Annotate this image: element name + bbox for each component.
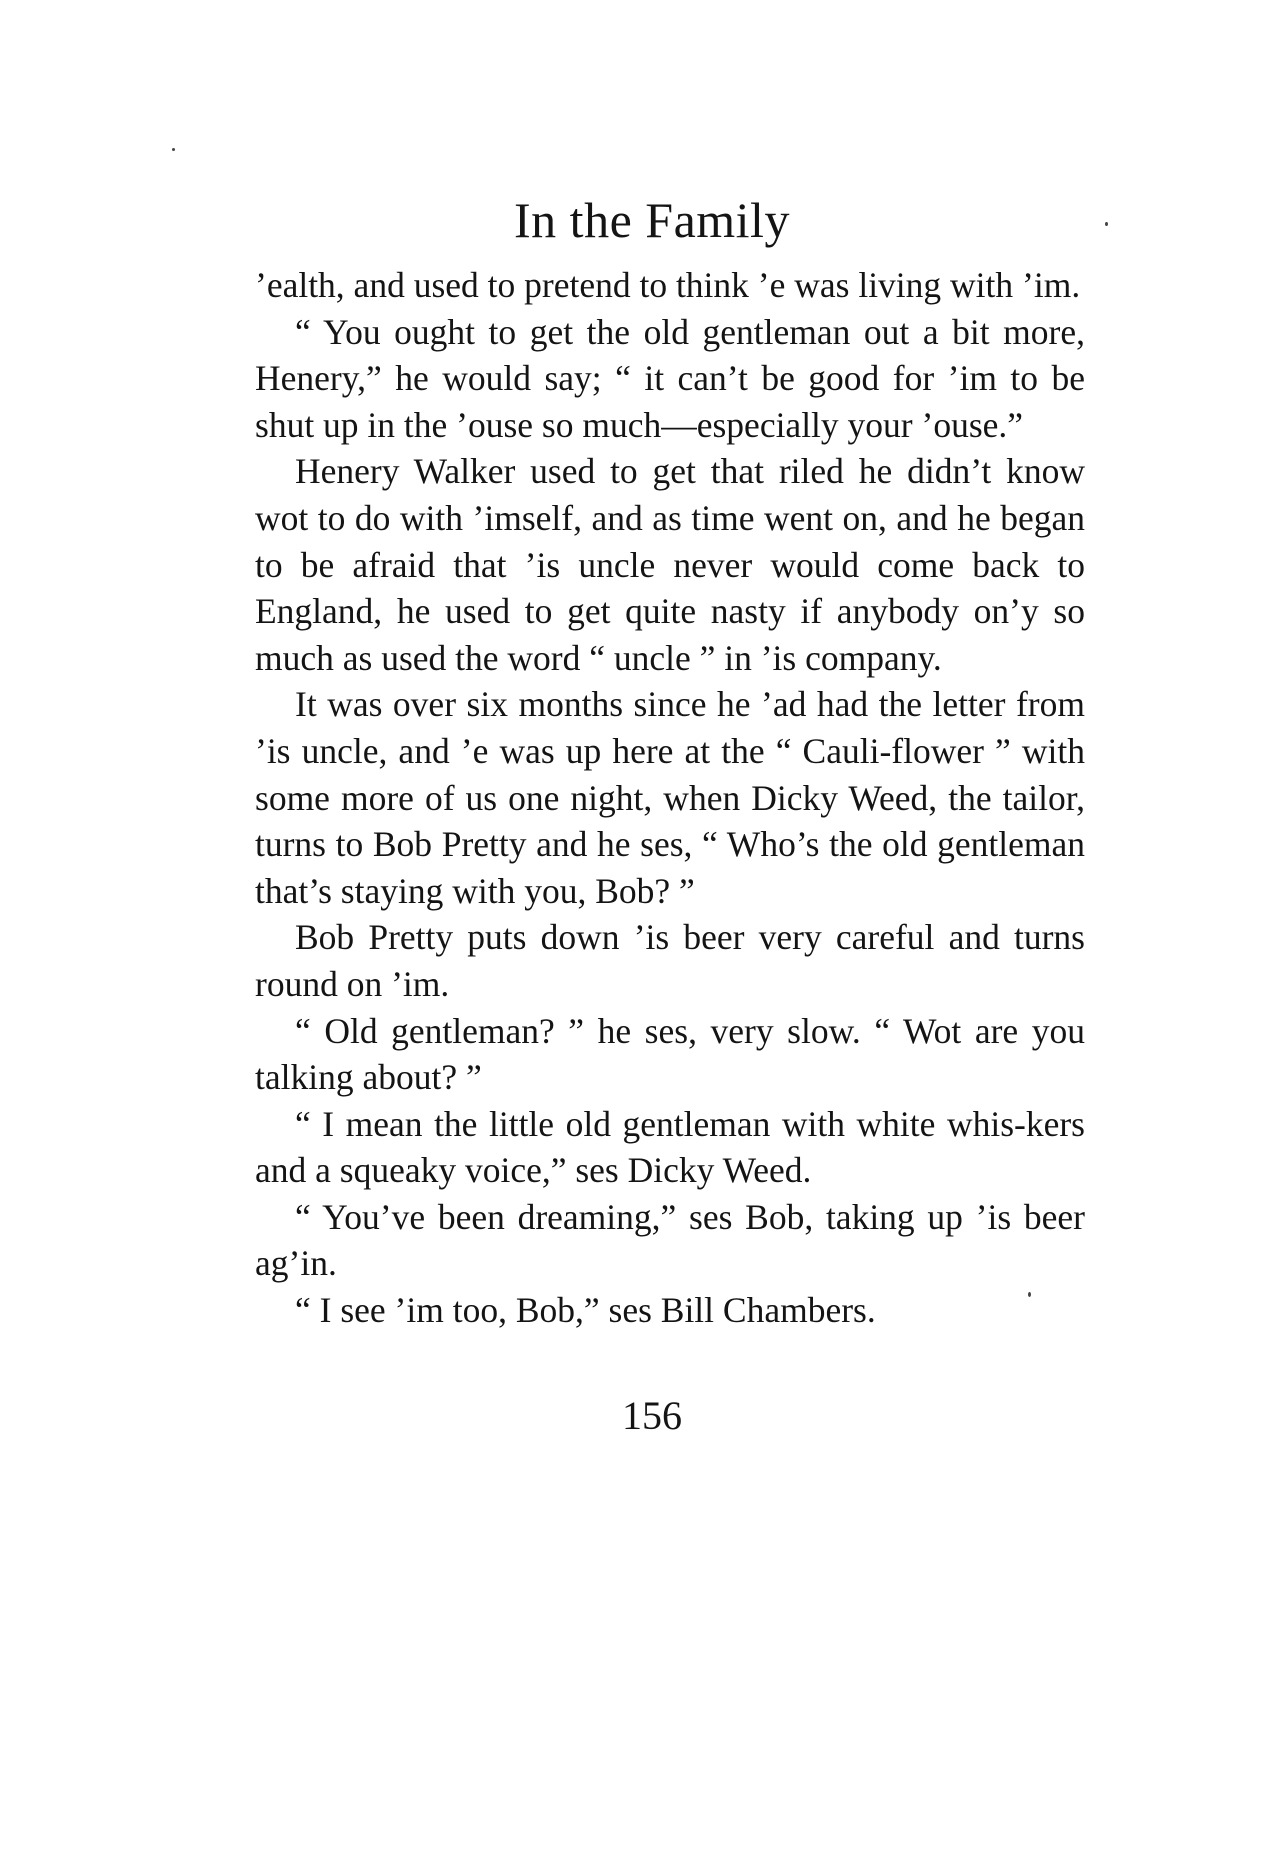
print-speck (1028, 1292, 1031, 1297)
print-speck (172, 148, 175, 151)
page-number: 156 (622, 1393, 682, 1438)
paragraph-6: “ Old gentleman? ” he ses, very slow. “ Wot are you talking about? ” (255, 1010, 1085, 1098)
paragraph-4: It was over six months since he ’ad had the letter from ’is uncle, and ’e was up here at the “ Cauli-flower ” with some more of us one night, when Dicky Weed, the tailor, turns to Bob Pretty and he ses, “ Who’s the old gentleman that’s staying with you, Bob? ” (255, 684, 1085, 911)
print-speck (1105, 222, 1108, 226)
body-text (255, 262, 1085, 1334)
paragraph-2: “ You ought to get the old gentleman out a bit more, Henery,” he would say; “ it can’t be good for ’im to be shut up in the ’ouse so much—especially your ’ouse.” (255, 311, 1085, 445)
paragraph-5: Bob Pretty puts down ’is beer very careful and turns round on ’im. (255, 917, 1085, 1004)
paragraph-3: Henery Walker used to get that riled he didn’t know wot to do with ’imself, and as time went on, and he began to be afraid that ’is uncle never would come back to England, he used to get quite nasty if anybody on’y so much as used the word “ uncle ” in ’is company. (255, 451, 1085, 678)
running-head: In the Family (514, 192, 790, 248)
paragraph-7: “ I mean the little old gentleman with white whis-kers and a squeaky voice,” ses Dicky Weed. (255, 1103, 1085, 1191)
paragraph-9: “ I see ’im too, Bob,” ses Bill Chambers. (295, 1290, 876, 1331)
paragraph-8: “ You’ve been dreaming,” ses Bob, taking up ’is beer ag’in. (255, 1196, 1085, 1284)
paragraph-1: ’ealth, and used to pretend to think ’e was living with ’im. (255, 265, 1081, 305)
